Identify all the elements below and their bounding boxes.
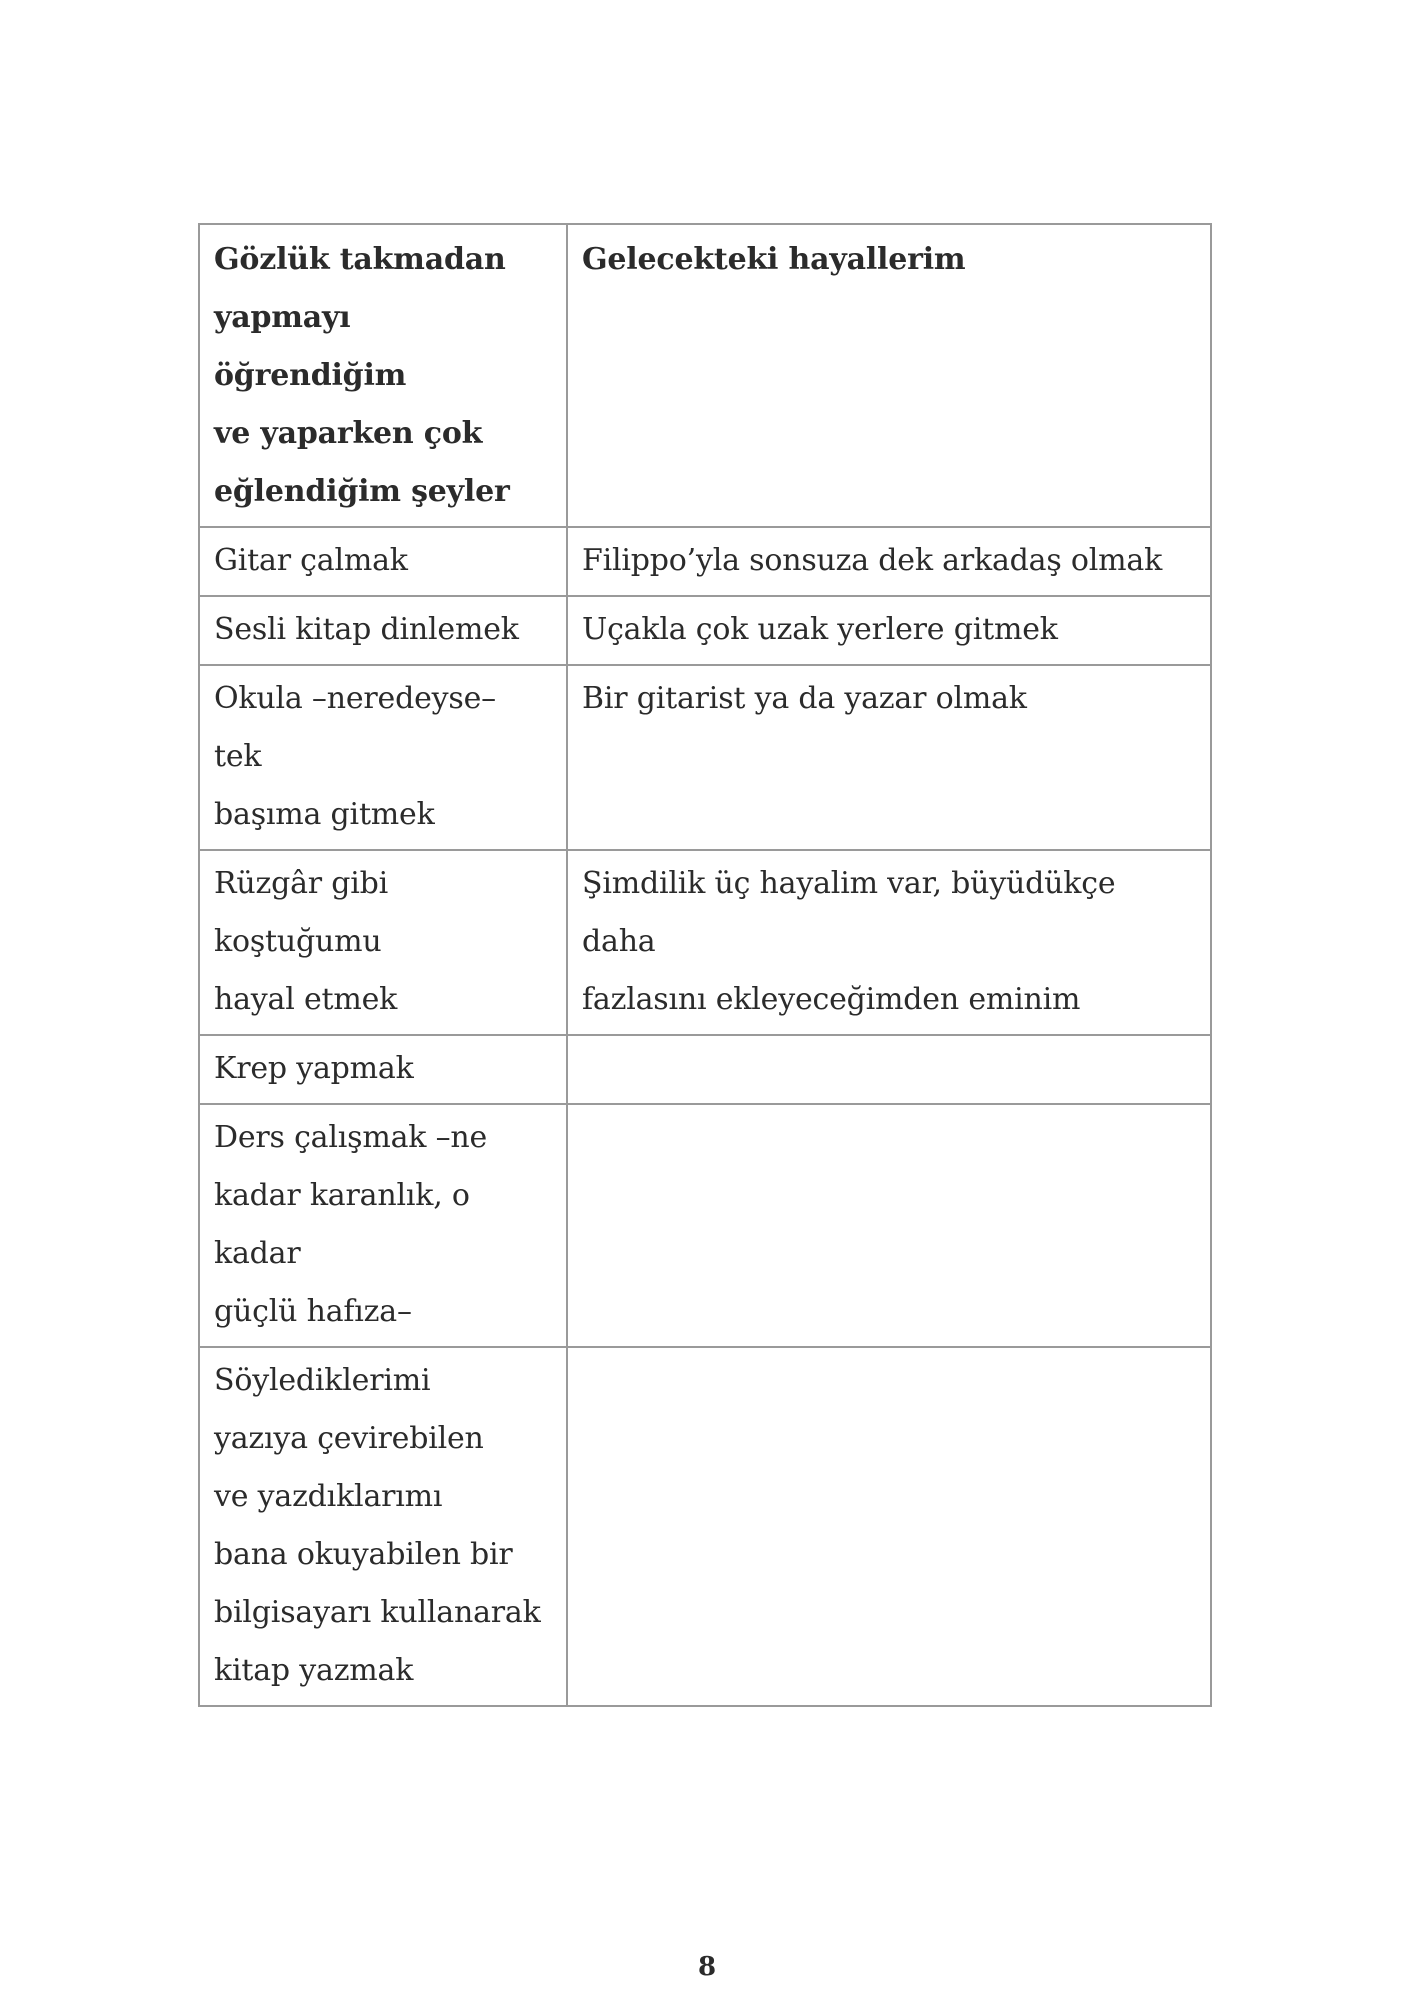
dream-cell: Uçakla çok uzak yerlere gitmek xyxy=(567,596,1211,665)
page-number: 8 xyxy=(697,1952,717,1982)
table-row xyxy=(199,1035,1211,1104)
table-row xyxy=(199,850,1211,1035)
table-row xyxy=(199,527,1211,596)
dream-cell xyxy=(567,1104,1211,1347)
table-header-row xyxy=(199,224,1211,527)
table-row xyxy=(199,596,1211,665)
dream-cell: Şimdilik üç hayalim var, büyüdükçe daha fazlasını ekleyeceğimden eminim xyxy=(567,850,1211,1035)
table-row xyxy=(199,1347,1211,1706)
header-future-dreams: Gelecekteki hayallerim xyxy=(567,224,1211,527)
dream-cell: Filippo’yla sonsuza dek arkadaş olmak xyxy=(567,527,1211,596)
learned-cell: Gitar çalmak xyxy=(199,527,567,596)
table-row xyxy=(199,665,1211,850)
table-row xyxy=(199,1104,1211,1347)
lists-table xyxy=(198,223,1212,1707)
learned-cell: Krep yapmak xyxy=(199,1035,567,1104)
learned-cell: Söylediklerimi yazıya çevirebilen ve yazdıklarımı bana okuyabilen bir bilgisayarı kullanarak kitap yazmak xyxy=(199,1347,567,1706)
dream-cell xyxy=(567,1347,1211,1706)
learned-cell: Sesli kitap dinlemek xyxy=(199,596,567,665)
header-learned-without-glasses: Gözlük takmadan yapmayı öğrendiğim ve yaparken çok eğlendiğim şeyler xyxy=(199,224,567,527)
learned-cell: Rüzgâr gibi koştuğumu hayal etmek xyxy=(199,850,567,1035)
dream-cell: Bir gitarist ya da yazar olmak xyxy=(567,665,1211,850)
dream-cell xyxy=(567,1035,1211,1104)
learned-cell: Ders çalışmak –ne kadar karanlık, o kadar güçlü hafıza– xyxy=(199,1104,567,1347)
learned-cell: Okula –neredeyse– tek başıma gitmek xyxy=(199,665,567,850)
